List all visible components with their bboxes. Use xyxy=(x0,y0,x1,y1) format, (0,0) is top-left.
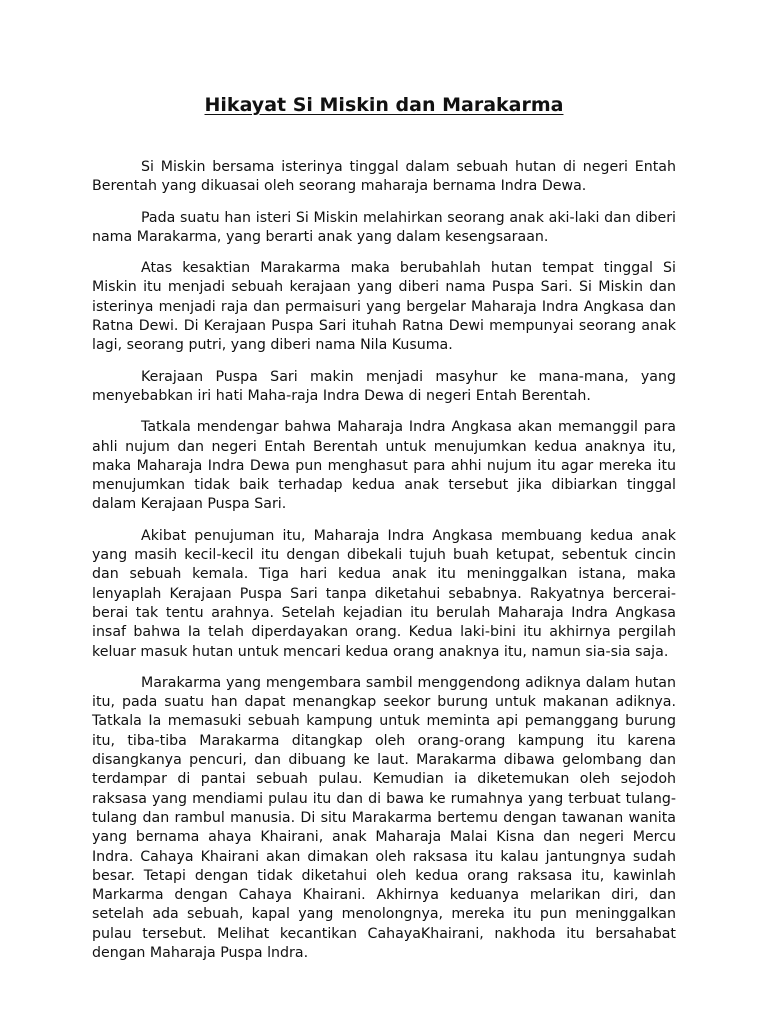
paragraph: Tatkala mendengar bahwa Maharaja Indra Angkasa akan memanggil para ahli nujum dan negeri Entah Berentah untuk menujumkan kedua anaknya itu, maka Maharaja Indra Dewa pun menghasut para ahhi nujum itu agar mereka itu menujumkan tidak baik terhadap kedua anak tersebut jika dibiarkan tinggal dalam Kerajaan Puspa Sari. xyxy=(92,419,676,513)
paragraph: Akibat penujuman itu, Maharaja Indra Angkasa membuang kedua anak yang masih kecil-kecil itu dengan dibekali tujuh buah ketupat, sebentuk cincin dan sebuah kemala. Tiga hari kedua anak itu meninggalkan istana, maka lenyaplah Kerajaan Puspa Sari tanpa diketahui sebabnya. Rakyatnya bercerai-berai tak tentu arahnya. Setelah kejadian itu berulah Maharaja Indra Angkasa insaf bahwa Ia telah diperdayakan orang. Kedua laki-bini itu akhirnya pergilah keluar masuk hutan untuk mencari kedua orang anaknya itu, namun sia-sia saja. xyxy=(92,527,676,660)
paragraph: Kerajaan Puspa Sari makin menjadi masyhur ke mana-mana, yang menyebabkan iri hati Maha-raja Indra Dewa di negeri Entah Berentah. xyxy=(92,368,676,404)
paragraph: Atas kesaktian Marakarma maka berubahlah hutan tempat tinggal Si Miskin itu menjadi sebuah kerajaan yang diberi nama Puspa Sari. Si Miskin dan isterinya menjadi raja dan permaisuri yang bergelar Maharaja Indra Angkasa dan Ratna Dewi. Di Kerajaan Puspa Sari ituhah Ratna Dewi mempunyai seorang anak lagi, seorang putri, yang diberi nama Nila Kusuma. xyxy=(92,260,676,354)
document-title: Hikayat Si Miskin dan Marakarma xyxy=(204,94,564,116)
document-body xyxy=(92,158,676,975)
paragraph: Pada suatu han isteri Si Miskin melahirkan seorang anak aki-laki dan diberi nama Marakarma, yang berarti anak yang dalam kesengsaraan. xyxy=(92,209,676,245)
paragraph: Marakarma yang mengembara sambil menggendong adiknya dalam hutan itu, pada suatu han dapat menangkap seekor burung untuk makanan adiknya. Tatkala Ia memasuki sebuah kampung untuk meminta api pemanggang burung itu, tiba-tiba Marakarma ditangkap oleh orang-orang kampung itu karena disangkanya pencuri, dan dibuang ke laut. Marakarma dibawa gelombang dan terdampar di pantai sebuah pulau. Kemudian ia diketemukan oleh sejodoh raksasa yang mendiami pulau itu dan di bawa ke rumahnya yang terbuat tulang-tulang dan rambul manusia. Di situ Marakarma bertemu dengan tawanan wanita yang bernama ahaya Khairani, anak Maharaja Malai Kisna dan negeri Mercu Indra. Cahaya Khairani akan dimakan oleh raksasa itu kalau jantungnya sudah besar. Tetapi dengan tidak diketahui oleh kedua orang raksasa itu, kawinlah Markarma dengan Cahaya Khairani. Akhirnya keduanya melarikan diri, dan setelah ada sebuah, kapal yang menolongnya, mereka itu pun meninggalkan pulau tersebut. Melihat kecantikan CahayaKhairani, nakhoda itu bersahabat dengan Maharaja Puspa lndra. xyxy=(92,674,676,961)
paragraph: Si Miskin bersama isterinya tinggal dalam sebuah hutan di negeri Entah Berentah yang dikuasai oleh seorang maharaja bernama Indra Dewa. xyxy=(92,159,676,195)
